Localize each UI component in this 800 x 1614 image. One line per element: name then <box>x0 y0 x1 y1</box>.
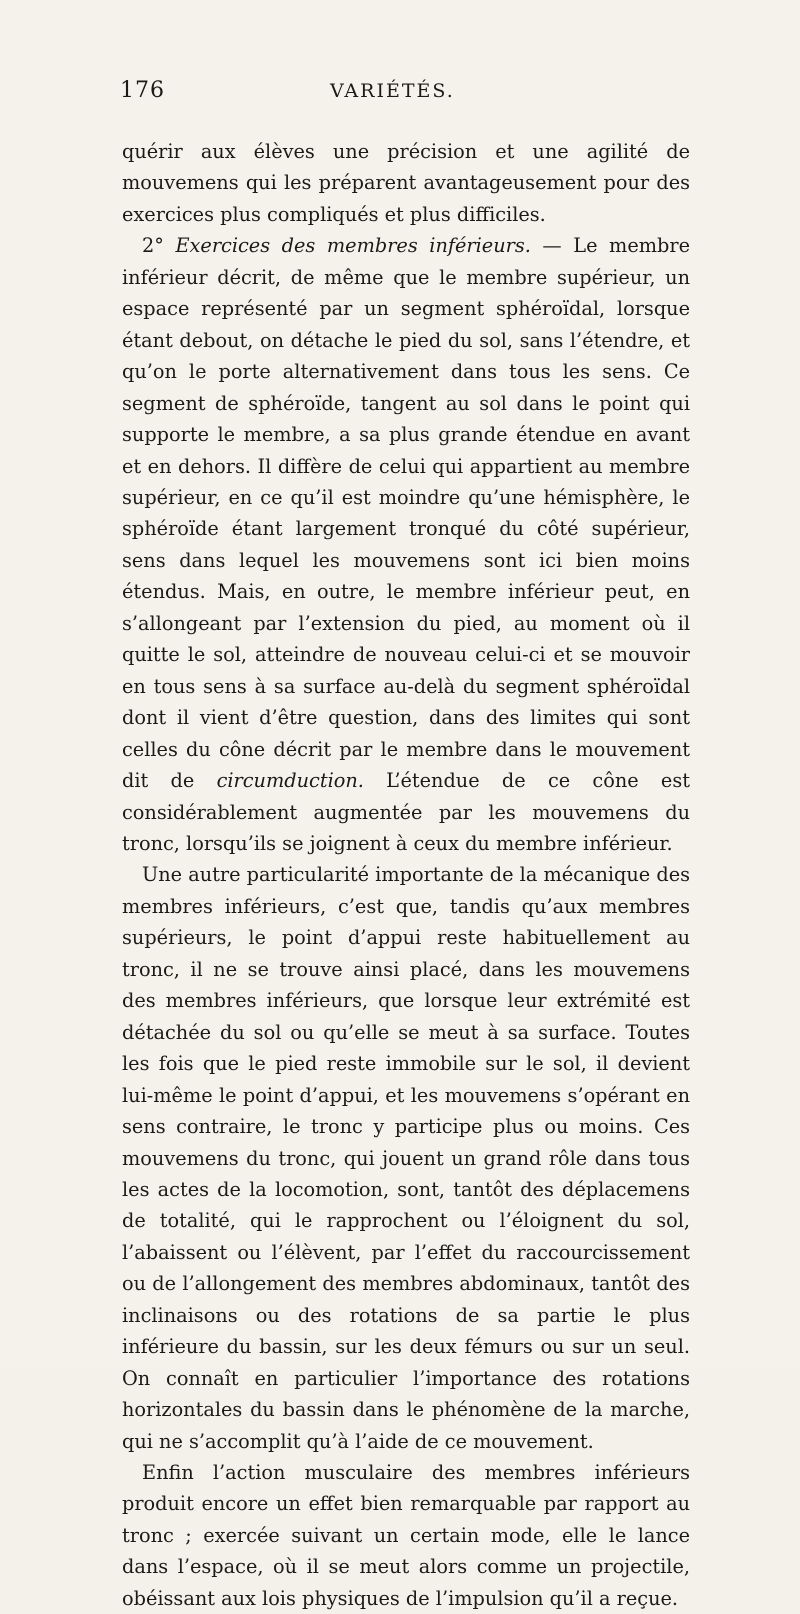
paragraph <box>122 136 690 230</box>
section-heading: Exercices des membres inférieurs. <box>175 234 531 258</box>
paragraph-text: — Le membre inférieur décrit, de même que le membre supérieur, un espace représenté par un segment sphéroïdal, lorsque étant debout, on détache le pied du sol, sans l’étendre, et qu’on le porte alternativement dans tous les sens. Ce segment de sphéroïde, tangent au sol dans le point qui supporte le membre, a sa plus grande étendue en avant et en dehors. Il diffère de celui qui appartient au membre supérieur, en ce qu’il est moindre qu’une hémisphère, le sphéroïde étant largement tronqué du côté supérieur, sens dans lequel les mouvemens sont ici bien moins étendus. Mais, en outre, le membre inférieur peut, en s’allongeant par l’extension du pied, au moment où il quitte le sol, atteindre de nouveau celui-ci et se mouvoir en tous sens à sa surface au-delà du segment sphéroïdal dont il vient d’être question, dans des limites qui sont celles du cône décrit par le membre dans le mouvement dit de <box>122 234 690 793</box>
paragraph <box>122 859 690 1457</box>
paragraph-text: quérir aux élèves une précision et une agilité de mouvemens qui les préparent avantageusement pour des exercices plus compliqués et plus difficiles. <box>122 140 690 226</box>
paragraph-text: Une autre particularité importante de la mécanique des membres inférieurs, c’est que, tandis qu’aux membres supérieurs, le point d’appui reste habituellement au tronc, il ne se trouve ainsi placé, dans les mouvemens des membres inférieurs, que lorsque leur extrémité est détachée du sol ou qu’elle se meut à sa surface. Toutes les fois que le pied reste immobile sur le sol, il devient lui-même le point d’appui, et les mouvemens s’opérant en sens contraire, le tronc y participe plus ou moins. Ces mouvemens du tronc, qui jouent un grand rôle dans tous les actes de la locomotion, sont, tantôt des déplacemens de totalité, qui le rapprochent ou l’éloignent du sol, l’abaissent ou l’élèvent, par l’effet du raccourcissement ou de l’allongement des membres abdominaux, tantôt des inclinaisons ou des rotations de sa partie le plus inférieure du bassin, sur les deux fémurs ou sur un seul. On connaît en particulier l’importance des rotations horizontales du bassin dans le phénomène de la marche, qui ne s’accomplit qu’à l’aide de ce mouvement. <box>122 863 690 1453</box>
paragraph-text: L’étendue de ce cône est considérablement augmentée par les mouvemens du tronc, lorsqu’ils se joignent à ceux du membre inférieur. <box>122 769 690 855</box>
running-head: VARIÉTÉS. <box>330 80 455 102</box>
paragraph <box>122 1457 690 1614</box>
page-header <box>120 78 690 118</box>
paragraph-text: Enfin l’action musculaire des membres inférieurs produit encore un effet bien remarquable par rapport au tronc ; exercée suivant un certain mode, elle le lance dans l’espace, où il se meut alors comme un projectile, obéissant aux lois physiques de l’impulsion qu’il a reçue. <box>122 1461 690 1610</box>
body-text <box>122 136 690 1614</box>
section-number: 2° <box>142 234 176 258</box>
paragraph <box>122 230 690 859</box>
italic-term: circumduction. <box>216 769 364 793</box>
page-number: 176 <box>120 78 165 103</box>
